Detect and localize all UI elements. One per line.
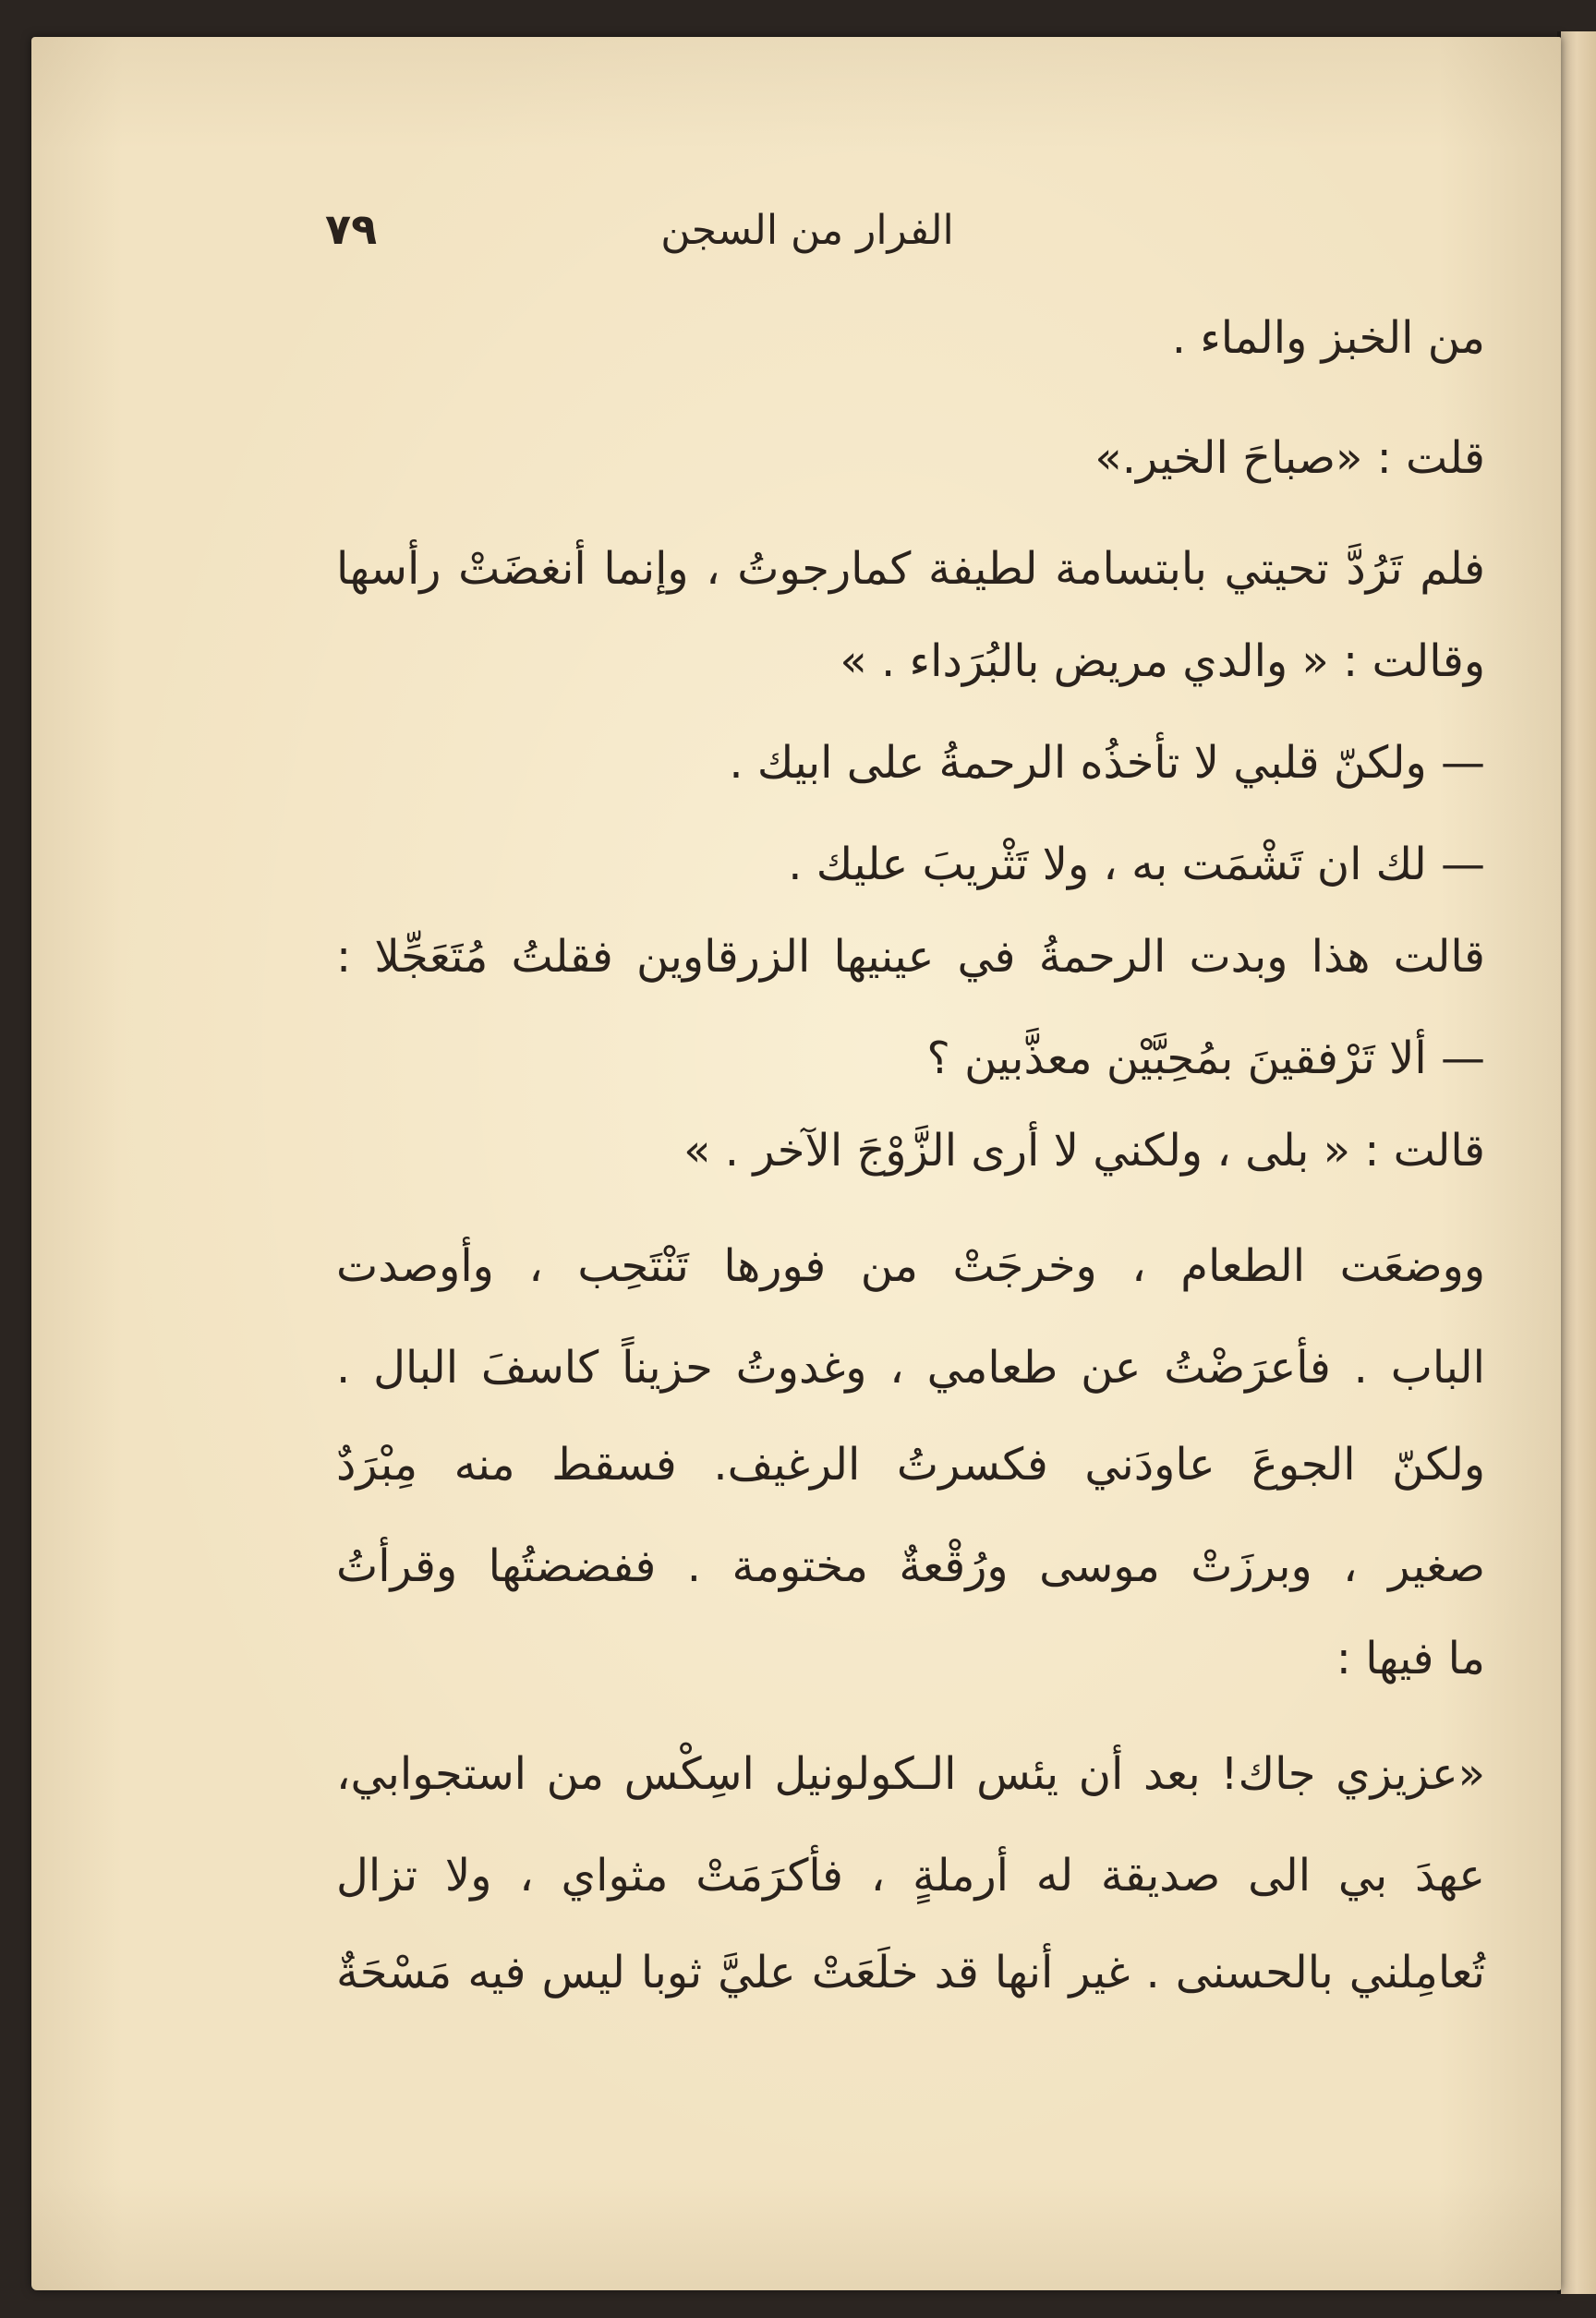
book-page xyxy=(31,37,1561,2290)
text-line-13: صغير ، وبرزَتْ موسى ورُقْعةٌ مختومة . ففضضتُها وقرأتُ xyxy=(336,1540,1485,1592)
text-line-10: ووضعَت الطعام ، وخرجَتْ من فورها تَنْتَحِب ، وأوصدت xyxy=(336,1240,1485,1292)
text-line-5: — ولكنّ قلبي لا تأخذُه الرحمةُ على ابيك . xyxy=(729,737,1485,789)
text-line-4: وقالت : « والدي مريض بالبُرَداء . » xyxy=(840,635,1485,687)
text-line-6: — لك ان تَشْمَت به ، ولا تَثْريبَ عليك . xyxy=(788,839,1485,890)
text-line-15: «عزيزي جاك! بعد أن يئس الـكولونيل اسِكْس من استجوابي، xyxy=(336,1748,1485,1800)
text-line-14: ما فيها : xyxy=(1336,1633,1485,1684)
text-line-16: عهدَ بي الى صديقة له أرملةٍ ، فأكرَمَتْ مثواي ، ولا تزال xyxy=(336,1850,1485,1901)
text-line-7: قالت هذا وبدت الرحمةُ في عينيها الزرقاوين فقلتُ مُتَعَجِّلا : xyxy=(336,931,1485,983)
adjacent-page-edge xyxy=(1561,31,1596,2294)
page-text xyxy=(31,37,1561,2290)
text-line-8: — ألا تَرْفقينَ بمُحِبَّيْن معذَّبين ؟ xyxy=(926,1032,1485,1084)
page-number: ٧٩ xyxy=(325,204,378,254)
text-line-17: تُعامِلني بالحسنى . غير أنها قد خلَعَتْ عليَّ ثوبا ليس فيه مَسْحَةٌ xyxy=(336,1947,1485,1998)
text-line-9: قالت : « بلى ، ولكني لا أرى الزَّوْجَ الآخر . » xyxy=(683,1125,1485,1177)
text-line-11: الباب . فأعرَضْتُ عن طعامي ، وغدوتُ حزيناً كاسفَ البال . xyxy=(336,1342,1485,1394)
text-line-1: من الخبز والماء . xyxy=(1171,312,1485,364)
text-line-2: قلت : «صباحَ الخير.» xyxy=(1094,432,1485,484)
text-line-12: ولكنّ الجوعَ عاودَني فكسرتُ الرغيف. فسقط منه مِبْرَدٌ xyxy=(336,1439,1485,1491)
text-line-3: فلم تَرُدَّ تحيتي بابتسامة لطيفة كمارجوتُ ، وإنما أنغضَتْ رأسها xyxy=(336,543,1485,595)
running-header-title: الفرار من السجن xyxy=(660,207,954,254)
